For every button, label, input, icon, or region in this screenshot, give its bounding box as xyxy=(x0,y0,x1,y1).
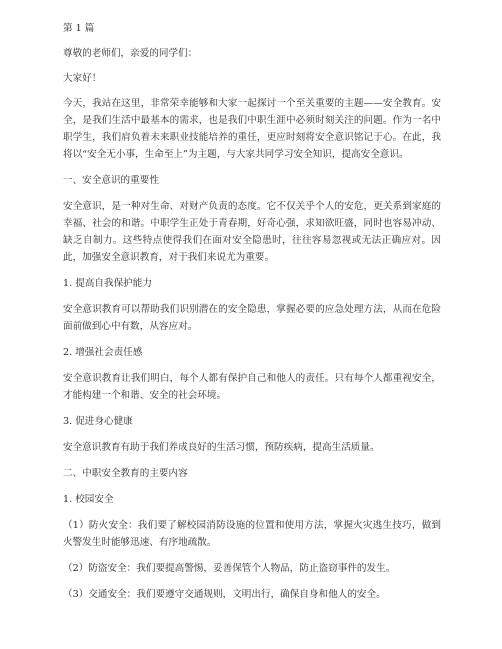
sub-1-title: 1. 校园安全 xyxy=(63,494,114,505)
heading-importance: 一、安全意识的重要性 xyxy=(63,175,159,186)
hello-line: 大家好！ xyxy=(63,73,102,84)
item-1-title: 1. 提高自我保护能力 xyxy=(63,278,152,289)
item-3-text: 安全意识教育有助于我们养成良好的生活习惯，预防疾病，提高生活质量。 xyxy=(63,442,380,453)
sub-1-traffic-safety: （3）交通安全：我们要遵守交通规则，文明出行，确保自身和他人的安全。 xyxy=(63,589,386,600)
heading-content: 二、中职安全教育的主要内容 xyxy=(63,468,188,479)
document-page xyxy=(63,20,441,603)
item-2-text: 安全意识教育让我们明白，每个人都有保护自己和他人的责任。只有每个人都重视安全，才能构建一个和谐、安全的社会环境。 xyxy=(63,373,441,401)
greeting: 尊敬的老师们，亲爱的同学们： xyxy=(63,48,198,59)
importance-paragraph: 安全意识，是一种对生命、对财产负责的态度。它不仅关乎个人的安危，更关系到家庭的幸福、社会的和谐。中职学生正处于青春期，好奇心强，求知欲旺盛，同时也容易冲动、缺乏自制力。这些特点使得我们在面对安全隐患时，往往容易忽视或无法正确应对。因此，加强安全意识教育，对于我们来说尤为重要。 xyxy=(63,201,441,263)
sub-1-theft-safety: （2）防盗安全：我们要提高警惕，妥善保管个人物品，防止盗窃事件的发生。 xyxy=(63,563,396,574)
item-1-text: 安全意识教育可以帮助我们识别潜在的安全隐患，掌握必要的应急处理方法，从而在危险面前做到心中有数，从容应对。 xyxy=(63,304,441,332)
item-3-title: 3. 促进身心健康 xyxy=(63,416,133,427)
section-label: 第 1 篇 xyxy=(63,23,95,34)
intro-paragraph: 今天，我站在这里，非常荣幸能够和大家一起探讨一个至关重要的主题——安全教育。安全，是我们生活中最基本的需求，也是我们中职生涯中必须时刻关注的问题。作为一名中职学生，我们肩负着未来职业技能培养的重任，更应时刻将安全意识铭记于心。在此，我将以“安全无小事，生命至上”为主题，与大家共同学习安全知识，提高安全意识。 xyxy=(63,98,441,160)
item-2-title: 2. 增强社会责任感 xyxy=(63,347,143,358)
sub-1-fire-safety: （1）防火安全：我们要了解校园消防设施的位置和使用方法，掌握火灾逃生技巧，做到火警发生时能够迅速、有序地疏散。 xyxy=(63,520,441,548)
